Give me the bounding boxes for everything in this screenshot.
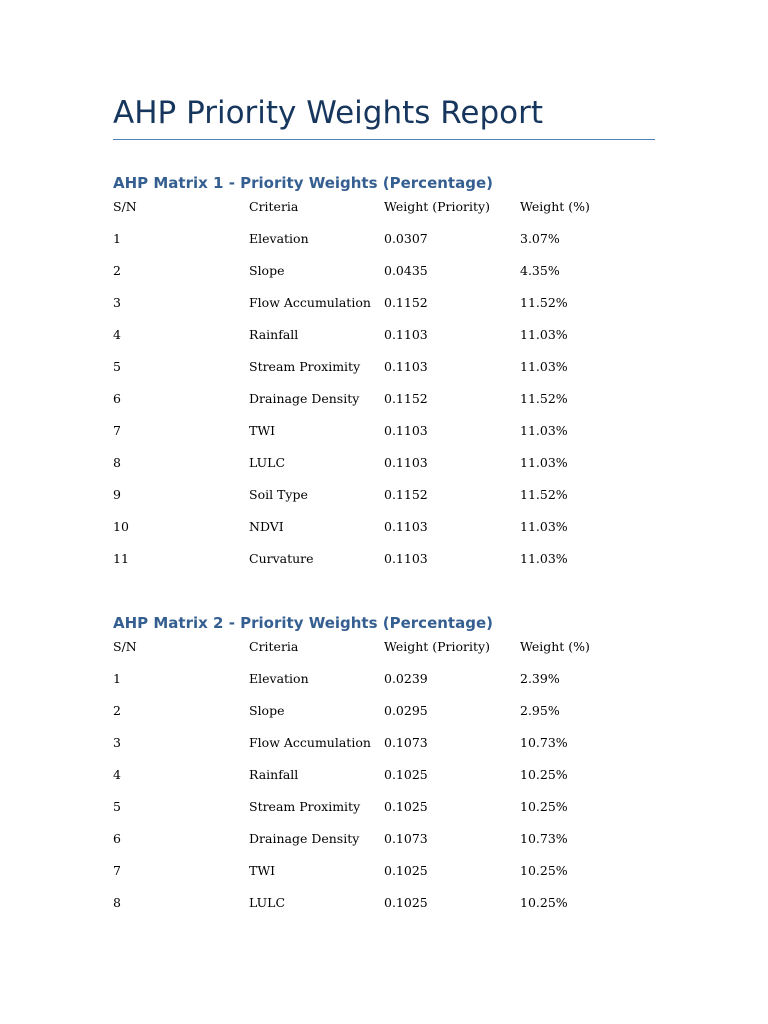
- cell-sn: 6: [113, 831, 121, 846]
- cell-criteria: Slope: [249, 703, 285, 718]
- cell-weight-percent: 10.73%: [520, 735, 568, 750]
- table-row: [113, 263, 657, 295]
- cell-weight-priority: 0.1103: [384, 551, 428, 566]
- matrix-1-table: [113, 199, 657, 583]
- cell-weight-priority: 0.1025: [384, 895, 428, 910]
- table-row: [113, 703, 657, 735]
- table-row: [113, 391, 657, 423]
- cell-weight-percent: 10.25%: [520, 895, 568, 910]
- cell-sn: 7: [113, 423, 121, 438]
- cell-sn: 4: [113, 767, 121, 782]
- cell-sn: 6: [113, 391, 121, 406]
- cell-weight-percent: 11.52%: [520, 295, 568, 310]
- cell-criteria: Drainage Density: [249, 391, 360, 406]
- cell-criteria: Rainfall: [249, 767, 299, 782]
- cell-weight-priority: 0.1025: [384, 767, 428, 782]
- cell-weight-percent: 2.39%: [520, 671, 560, 686]
- cell-weight-priority: 0.1025: [384, 863, 428, 878]
- cell-sn: 10: [113, 519, 129, 534]
- cell-weight-percent: 11.03%: [520, 327, 568, 342]
- table-header-row: [113, 639, 657, 671]
- title-underline-rule: [113, 139, 655, 140]
- cell-weight-percent: 11.03%: [520, 519, 568, 534]
- cell-criteria: Rainfall: [249, 327, 299, 342]
- table-row: [113, 423, 657, 455]
- cell-weight-percent: 11.03%: [520, 359, 568, 374]
- cell-weight-percent: 10.25%: [520, 863, 568, 878]
- cell-weight-priority: 0.0295: [384, 703, 428, 718]
- table-row: [113, 295, 657, 327]
- cell-weight-priority: 0.1103: [384, 455, 428, 470]
- cell-weight-percent: 10.25%: [520, 799, 568, 814]
- cell-criteria: LULC: [249, 455, 286, 470]
- cell-weight-percent: 3.07%: [520, 231, 560, 246]
- cell-sn: 3: [113, 295, 121, 310]
- table-row: [113, 767, 657, 799]
- cell-criteria: Slope: [249, 263, 285, 278]
- column-header-weight-percent: Weight (%): [520, 199, 590, 214]
- cell-sn: 3: [113, 735, 121, 750]
- table-row: [113, 671, 657, 703]
- table-row: [113, 359, 657, 391]
- column-header-criteria: Criteria: [249, 199, 299, 214]
- table-row: [113, 799, 657, 831]
- cell-criteria: Flow Accumulation: [249, 295, 371, 310]
- cell-weight-priority: 0.1152: [384, 487, 428, 502]
- matrix-1-heading: AHP Matrix 1 - Priority Weights (Percentage): [113, 174, 493, 192]
- table-row: [113, 863, 657, 895]
- matrix-1-body: [113, 231, 657, 583]
- cell-weight-priority: 0.1152: [384, 295, 428, 310]
- cell-sn: 1: [113, 231, 121, 246]
- cell-weight-percent: 11.52%: [520, 487, 568, 502]
- cell-sn: 4: [113, 327, 121, 342]
- cell-criteria: Elevation: [249, 671, 309, 686]
- cell-sn: 9: [113, 487, 121, 502]
- table-row: [113, 231, 657, 263]
- cell-sn: 5: [113, 359, 121, 374]
- cell-weight-percent: 11.52%: [520, 391, 568, 406]
- cell-weight-percent: 11.03%: [520, 455, 568, 470]
- column-header-weight-percent: Weight (%): [520, 639, 590, 654]
- cell-sn: 8: [113, 895, 121, 910]
- table-row: [113, 895, 657, 927]
- cell-weight-percent: 2.95%: [520, 703, 560, 718]
- cell-sn: 11: [113, 551, 129, 566]
- table-row: [113, 327, 657, 359]
- cell-criteria: TWI: [249, 423, 276, 438]
- cell-weight-priority: 0.0239: [384, 671, 428, 686]
- matrix-2-heading: AHP Matrix 2 - Priority Weights (Percentage): [113, 614, 493, 632]
- cell-sn: 8: [113, 455, 121, 470]
- column-header-sn: S/N: [113, 639, 137, 654]
- column-header-weight-priority: Weight (Priority): [384, 639, 490, 654]
- cell-criteria: NDVI: [249, 519, 284, 534]
- cell-weight-percent: 10.73%: [520, 831, 568, 846]
- cell-criteria: Elevation: [249, 231, 309, 246]
- table-row: [113, 831, 657, 863]
- column-header-weight-priority: Weight (Priority): [384, 199, 490, 214]
- cell-sn: 7: [113, 863, 121, 878]
- cell-weight-priority: 0.0435: [384, 263, 428, 278]
- cell-criteria: Curvature: [249, 551, 314, 566]
- cell-criteria: Flow Accumulation: [249, 735, 371, 750]
- column-header-sn: S/N: [113, 199, 137, 214]
- cell-weight-priority: 0.1103: [384, 519, 428, 534]
- table-row: [113, 487, 657, 519]
- cell-weight-priority: 0.1073: [384, 831, 428, 846]
- cell-criteria: Soil Type: [249, 487, 308, 502]
- cell-weight-percent: 11.03%: [520, 551, 568, 566]
- cell-sn: 2: [113, 263, 121, 278]
- cell-weight-percent: 4.35%: [520, 263, 560, 278]
- cell-weight-priority: 0.1152: [384, 391, 428, 406]
- cell-criteria: LULC: [249, 895, 286, 910]
- cell-criteria: Stream Proximity: [249, 799, 361, 814]
- report-title: AHP Priority Weights Report: [113, 95, 544, 131]
- column-header-criteria: Criteria: [249, 639, 299, 654]
- table-row: [113, 455, 657, 487]
- table-row: [113, 551, 657, 583]
- cell-criteria: Drainage Density: [249, 831, 360, 846]
- matrix-2-table: [113, 639, 657, 927]
- cell-sn: 5: [113, 799, 121, 814]
- cell-weight-priority: 0.1103: [384, 423, 428, 438]
- cell-sn: 1: [113, 671, 121, 686]
- table-row: [113, 735, 657, 767]
- cell-weight-percent: 11.03%: [520, 423, 568, 438]
- cell-criteria: Stream Proximity: [249, 359, 361, 374]
- cell-weight-priority: 0.1025: [384, 799, 428, 814]
- cell-criteria: TWI: [249, 863, 276, 878]
- cell-weight-priority: 0.0307: [384, 231, 428, 246]
- cell-weight-priority: 0.1073: [384, 735, 428, 750]
- cell-weight-percent: 10.25%: [520, 767, 568, 782]
- table-row: [113, 519, 657, 551]
- table-header-row: [113, 199, 657, 231]
- cell-weight-priority: 0.1103: [384, 359, 428, 374]
- cell-weight-priority: 0.1103: [384, 327, 428, 342]
- cell-sn: 2: [113, 703, 121, 718]
- matrix-2-body: [113, 671, 657, 927]
